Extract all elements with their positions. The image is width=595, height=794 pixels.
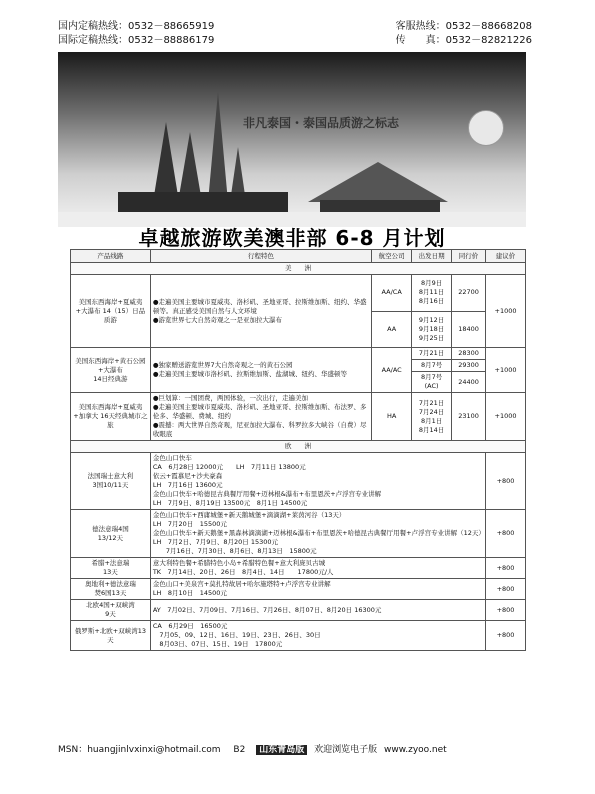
price: 29300 <box>452 360 486 372</box>
col-price: 同行价 <box>452 250 486 263</box>
itinerary-line: 金色山口快车 <box>152 454 192 462</box>
route: 美国东西海岸+黄石公园+大瀑布 14日经典游 <box>71 348 151 393</box>
route: 俄罗斯+北欧+双峡湾13天 <box>71 621 151 651</box>
itinerary-line: 金色山口快车+西庸城堡+新天鹅城堡+滴滴湖+莱茵河谷（13天） <box>152 511 346 519</box>
route: 法国瑞士意大利 3国10/11天 <box>71 453 151 510</box>
banner-image <box>58 52 526 250</box>
itinerary-line: 依云+霞慕尼+沙夫豪森 <box>152 472 223 480</box>
itinerary-line: LH 7月20日 15500元 <box>152 520 227 528</box>
intl-hotline: 国际定稿热线：0532－88886179 <box>58 35 215 46</box>
airline: AA/CA <box>372 275 412 312</box>
col-airline: 航空公司 <box>372 250 412 263</box>
fax-number: 传 真：0532－82821226 <box>395 35 532 46</box>
section-europe: 欧 洲 <box>71 441 526 453</box>
itinerary-line: LH 7月2日、7月9日、8月20日 15300元 <box>152 538 279 546</box>
col-route: 产品线路 <box>71 250 151 263</box>
col-dates: 出发日期 <box>412 250 452 263</box>
airline: HA <box>372 393 412 441</box>
itinerary <box>150 558 485 579</box>
features: ●独家赠送游览世界7大自然奇观之一的黄石公园 ●走遍美国主要城市洛杉矶、拉斯维加斯、盐湖城、纽约、华盛顿等 <box>150 348 371 393</box>
itinerary-line: LH 7月16日 13600元 <box>152 481 223 489</box>
table-row <box>71 393 526 441</box>
route: 奥地利+德法意瑞 焚6国13天 <box>71 579 151 600</box>
suggested-price: +1000 <box>486 393 526 441</box>
table-row <box>71 600 526 621</box>
dates: 8月7号 (AC) <box>412 372 452 393</box>
temple-illustration <box>58 52 526 227</box>
features: ●走遍美国主要城市夏威夷、洛杉矶、圣地亚哥、拉斯维加斯、纽约、华盛顿等。真正感受美国自然与人文环境 ●游览世界七大自然奇观之一是亚加拉大瀑布 <box>150 275 371 348</box>
itinerary-line: 7月05、09、12日、16日、19日、23日、26日、30日 <box>152 631 321 639</box>
itinerary-line: 金色山口+美泉宫+莫扎特故居+哈尔施塔特+卢浮宫专业讲解 <box>152 580 331 588</box>
itinerary <box>150 621 485 651</box>
price: 24400 <box>452 372 486 393</box>
section-america: 美 洲 <box>71 263 526 275</box>
airline: AA <box>372 311 412 348</box>
features: ●巨划算：一国团费，两国体验，一次出行，走遍美加 ●走遍美国主要城市夏威夷、洛杉矶、圣地亚哥、拉斯维加斯、布法罗、多伦多、华盛顿、费城、纽约 ●震撼：两大世界自然奇观，尼亚加拉大瀑布、科罗拉多大峡谷（自费）尽收眼底 <box>150 393 371 441</box>
footer <box>58 744 532 756</box>
slogan: 非凡泰国・泰国品质游之标志 <box>243 116 400 130</box>
table-row <box>71 453 526 510</box>
itinerary-line: 金色山口快车+新天鹅堡+黑森林滴滴湖+迈林根&瀑布+布里恩茨+哈德昆古典餐厅用餐+卢浮宫专业讲解（12天） <box>152 529 485 537</box>
price: 22700 <box>452 275 486 312</box>
itinerary <box>150 579 485 600</box>
table-row <box>71 621 526 651</box>
route: 德法意瑞4国 13/12天 <box>71 510 151 558</box>
website-link[interactable]: www.zyoo.net <box>383 745 447 755</box>
table-row <box>71 510 526 558</box>
welcome-text: 欢迎浏览电子版 <box>314 745 378 755</box>
domestic-hotline: 国内定稿热线：0532－88665919 <box>58 21 215 32</box>
tour-table <box>70 249 526 651</box>
price: 23100 <box>452 393 486 441</box>
seal-logo <box>468 110 504 146</box>
route: 北欧4国+双峡湾 9天 <box>71 600 151 621</box>
table-row <box>71 579 526 600</box>
route: 美国东西海岸+夏威夷+大瀑布 14（15）日品质游 <box>71 275 151 348</box>
dates: 7月21日 <box>412 348 452 360</box>
col-features: 行程特色 <box>150 250 371 263</box>
dates: 7月21日 7月24日 8月1日 8月14日 <box>412 393 452 441</box>
suggested-price: +800 <box>486 558 526 579</box>
itinerary <box>150 453 485 510</box>
itinerary-line: CA 6月29日 16500元 <box>152 622 228 630</box>
page-number: B2 <box>233 745 246 755</box>
edition-badge: 山东青岛版 <box>256 745 307 755</box>
table-row <box>71 558 526 579</box>
price: 18400 <box>452 311 486 348</box>
itinerary-line: 金色山口快车+哈德昆古典餐厅用餐+迈林根&瀑布+布里恩茨+卢浮宫专业讲解 <box>152 490 382 498</box>
dates: 8月7号 <box>412 360 452 372</box>
page-title: 卓越旅游欧美澳非部 6-8 月计划 <box>138 226 446 250</box>
msn-contact: MSN：huangjinlvxinxi@hotmail.com <box>58 745 221 755</box>
itinerary-line: TK 7月14日、20日、26日 8月4日、14日 17800元/人 <box>152 568 334 576</box>
itinerary-line: LH 7月9日、8月19日 13500元 8月1日 14500元 <box>152 499 308 507</box>
dates: 8月9日 8月11日 8月16日 <box>412 275 452 312</box>
itinerary-line: AY 7月02日、7月09日、7月16日、7月26日、8月07日、8月20日 16300元 <box>152 605 382 614</box>
itinerary <box>150 510 485 558</box>
suggested-price: +800 <box>486 621 526 651</box>
itinerary-line: LH 8月10日 14500元 <box>152 589 227 597</box>
itinerary-line: CA 6月28日 12000元 LH 7月11日 13800元 <box>152 463 306 471</box>
route: 美国东西海岸+夏威夷+加拿大 16天经典城市之旅 <box>71 393 151 441</box>
route: 希腊+法意瑞 13天 <box>71 558 151 579</box>
itinerary-line: 意大利特色餐+希腊特色小岛+希腊特色餐+意大利庞贝古城 <box>152 559 326 567</box>
col-suggested: 建议价 <box>486 250 526 263</box>
service-hotline: 客服热线：0532－88668208 <box>395 21 532 32</box>
price: 28300 <box>452 348 486 360</box>
table-row <box>71 275 526 312</box>
table-header-row <box>71 250 526 263</box>
table-row <box>71 348 526 360</box>
suggested-price: +800 <box>486 600 526 621</box>
itinerary-line: 8月03日、07日、15日、19日 17800元 <box>152 640 283 648</box>
suggested-price: +800 <box>486 579 526 600</box>
itinerary <box>150 600 485 621</box>
suggested-price: +1000 <box>486 348 526 393</box>
suggested-price: +800 <box>486 453 526 510</box>
suggested-price: +800 <box>486 510 526 558</box>
itinerary-line: 7月16日、7月30日、8月6日、8月13日 15800元 <box>152 547 317 555</box>
airline: AA/AC <box>372 348 412 393</box>
suggested-price: +1000 <box>486 275 526 348</box>
dates: 9月12日 9月18日 9月25日 <box>412 311 452 348</box>
